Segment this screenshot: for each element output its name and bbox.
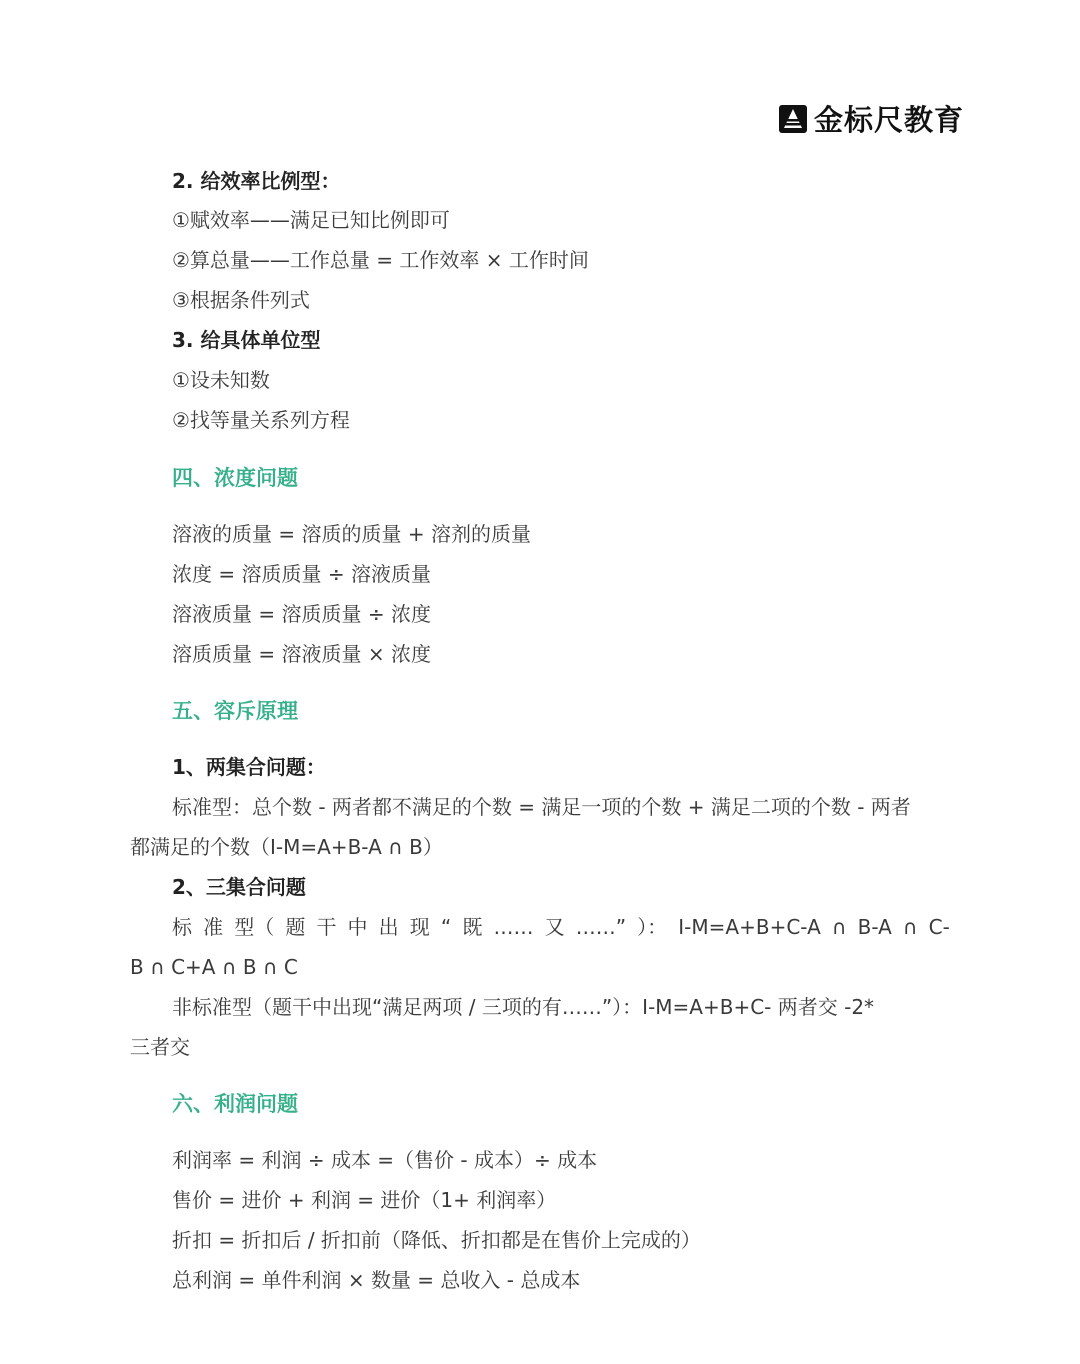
justified-token: ）： — [637, 915, 668, 939]
list-item: ②找等量关系列方程 — [172, 408, 350, 432]
justified-token: 出 — [378, 915, 399, 939]
list-item: ②算总量——工作总量 = 工作效率 × 工作时间 — [172, 248, 589, 272]
paragraph-three-sets-standard — [130, 907, 950, 1067]
formula-line: 溶液质量 = 溶质质量 ÷ 浓度 — [172, 602, 431, 626]
formula-line: 总利润 = 单件利润 × 数量 = 总收入 - 总成本 — [172, 1268, 581, 1292]
paragraph-line: 标准型：总个数 - 两者都不满足的个数 = 满足一项的个数 + 满足二项的个数 - 两者 — [172, 795, 911, 819]
subtitle-two-sets: 1、两集合问题： — [172, 755, 326, 779]
justified-token: 又 — [544, 915, 565, 939]
list-item: ③根据条件列式 — [172, 288, 310, 312]
justified-token: 准 — [203, 915, 224, 939]
section-heading-profit: 六、利润问题 — [172, 1092, 298, 1116]
justified-line — [130, 907, 950, 947]
justified-token: …… — [493, 915, 534, 939]
justified-token: 型（ — [234, 915, 275, 939]
subtitle-three-sets: 2、三集合问题 — [172, 875, 306, 899]
justified-token: B-A — [857, 915, 892, 939]
formula-line: 折扣 = 折扣后 / 折扣前（降低、折扣都是在售价上完成的） — [172, 1228, 701, 1252]
justified-token: I-M=A+B+C-A — [678, 915, 821, 939]
ruler-triangle-logo-icon — [778, 104, 808, 134]
section-heading-concentration: 四、浓度问题 — [172, 466, 298, 490]
justified-token: ∩ — [831, 915, 847, 939]
paragraph-line: 非标准型（题干中出现“满足两项 / 三项的有……”）：I-M=A+B+C- 两者交 -2* — [172, 995, 875, 1019]
paragraph-line: 三者交 — [130, 1035, 190, 1059]
formula-line: 售价 = 进价 + 利润 = 进价（1+ 利润率） — [172, 1188, 557, 1212]
brand-name: 金标尺教育 — [814, 103, 965, 137]
justified-token: C- — [928, 915, 950, 939]
formula-line: 溶液的质量 = 溶质的质量 + 溶剂的质量 — [172, 522, 531, 546]
formula-line: 利润率 = 利润 ÷ 成本 =（售价 - 成本）÷ 成本 — [172, 1148, 598, 1172]
justified-token: 标 — [172, 915, 192, 939]
formula-line: 溶质质量 = 溶液质量 × 浓度 — [172, 642, 431, 666]
justified-token: 现 — [409, 915, 430, 939]
justified-token: ……” — [575, 915, 627, 939]
justified-token: 干 — [316, 915, 337, 939]
justified-token: ∩ — [902, 915, 918, 939]
justified-token: 中 — [347, 915, 368, 939]
justified-token: “ — [440, 915, 452, 939]
paragraph-line: 都满足的个数（I-M=A+B-A ∩ B） — [130, 835, 443, 859]
section-heading-inclusion-exclusion: 五、容斥原理 — [172, 699, 298, 723]
formula-line: 浓度 = 溶质质量 ÷ 溶液质量 — [172, 562, 431, 586]
paragraph-two-sets-standard — [130, 787, 950, 867]
subtitle-specific-unit: 3. 给具体单位型 — [172, 328, 321, 352]
subtitle-efficiency-ratio: 2. 给效率比例型： — [172, 169, 341, 193]
paragraph-line: B ∩ C+A ∩ B ∩ C — [130, 955, 298, 979]
list-item: ①设未知数 — [172, 368, 270, 392]
brand-logo — [778, 98, 964, 139]
list-item: ①赋效率——满足已知比例即可 — [172, 208, 450, 232]
justified-token: 题 — [285, 915, 306, 939]
justified-token: 既 — [462, 915, 483, 939]
